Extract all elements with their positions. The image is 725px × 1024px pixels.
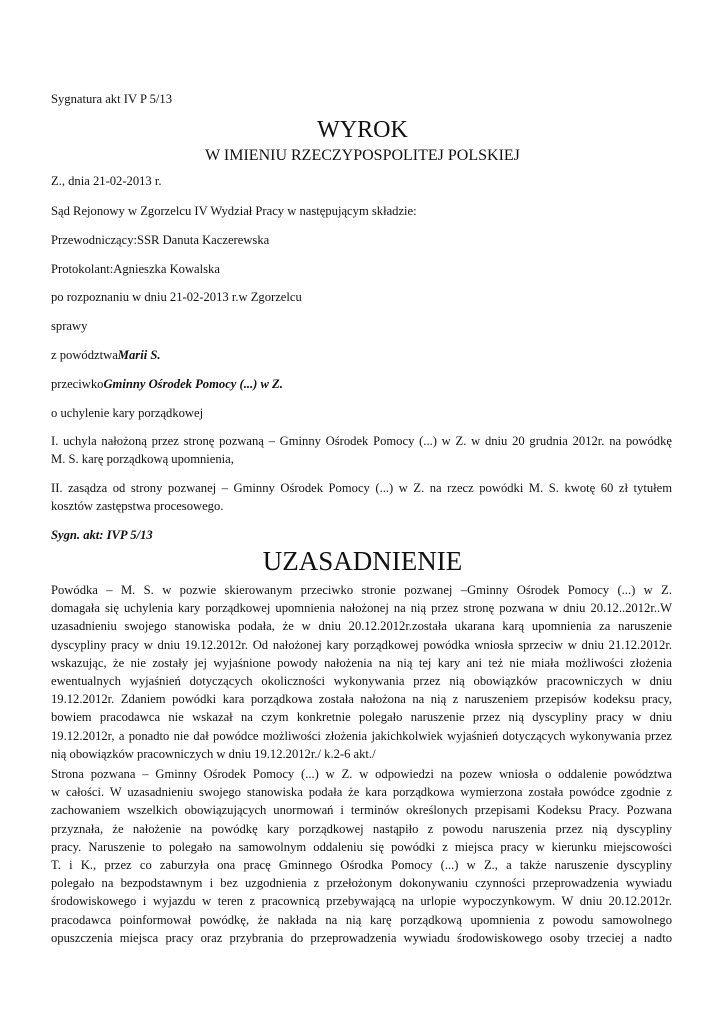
text-line: przyznała, że nałożenie na powódkę kary porządkowej nastąpiło z powodu naruszenia przez nią dyscypliny <box>51 821 672 836</box>
judgment-subtitle: W IMIENIU RZECZYPOSPOLITEJ POLSKIEJ <box>205 147 520 164</box>
text-line: ewentualnych wyjaśnień dotyczących okoliczności wykonywania przez nią obowiązków pracowniczych w dniu <box>51 674 672 689</box>
text-line: domagała się uchylenia kary porządkowej upomnienia nałożonej na nią przez stronę pozwana w dniu 20.12..2012r..W <box>51 601 672 616</box>
text-line: środowiskowego i wyjazdu w teren z pracownicą przebywającą na urlopie wypoczynkowym. W dniu 20.12.2012r. <box>51 894 672 909</box>
text-line: kosztów zastępstwa procesowego. <box>51 499 224 514</box>
text-line: polegało na bezpodstawnym i bez uzgodnienia z przełożonym dokonywaniu czynności przeprowadzenia wywiadu <box>51 876 672 891</box>
ruling-point-1 <box>51 432 672 468</box>
text-line: bowiem pracodawca nie wskazał na czym konkretnie polegało naruszenie przez nią dyscypliny pracy w dniu <box>51 710 672 725</box>
text-line: uzasadnieniu swojego stanowiska podała, że w dniu 20.12.2012r.została ukarana karą upomnienia za naruszenie <box>51 619 672 634</box>
text-line: wskazując, że nie zostały jej wyjaśnione powody nałożenia na nią tej kary ani też nie miała możliwości złożenia <box>51 655 672 670</box>
date-line: Z., dnia 21-02-2013 r. <box>51 174 162 188</box>
text-line: II. zasądza od strony pozwanej – Gminny Ośrodek Pomocy (...) w Z. na rzecz powódki M. S. kwotę 60 zł tytułem <box>51 481 672 495</box>
text-line: w całości. W uzasadnieniu swojego stanowiska podała że kara porządkowa wymierzona została powódce zgodnie z <box>51 785 672 800</box>
justification-paragraph-1 <box>51 581 672 763</box>
court-line: Sąd Rejonowy w Zgorzelcu IV Wydział Pracy w następującym składzie: <box>51 204 417 218</box>
text-line: I. uchyla nałożoną przez stronę pozwaną – Gminny Ośrodek Pomocy (...) w Z. w dniu 20 grudnia 2012r. na powódkę <box>51 434 672 448</box>
text-line: 19.12.2012r, a ponadto nie dał powódce możliwości złożenia jakichkolwiek wyjaśnień dotyczących wykonywania przez <box>51 728 672 743</box>
text-line: dyscypliny pracy w dniu 19.12.2012r. Od nałożonej kary porządkowej powódka wniosła sprzeciw w dniu 21.12.2012r. <box>51 637 672 652</box>
justification-paragraph-2 <box>51 765 672 947</box>
defendant-prefix: przeciwko <box>51 377 104 391</box>
hearing-line: po rozpoznaniu w dniu 21-02-2013 r.w Zgorzelcu <box>51 290 302 304</box>
plaintiff-name: Marii S. <box>117 348 161 362</box>
text-line: Powódka – M. S. w pozwie skierowanym przeciwko stronie pozwanej –Gminny Ośrodek Pomocy (...) w Z. <box>51 583 672 597</box>
text-line: M. S. karę porządkową upomnienia, <box>51 452 234 467</box>
text-line: pracodawca poinformował powódkę, że nakłada na nią karę porządkową upomnienia z powodu samowolnego <box>51 912 672 927</box>
text-line: Strona pozwana – Gminny Ośrodek Pomocy (...) w Z. w odpowiedzi na pozew wniosła o oddalenie powództwa <box>51 767 672 781</box>
justification-title: UZASADNIENIE <box>262 546 463 576</box>
clerk-line: Protokolant:Agnieszka Kowalska <box>51 262 220 276</box>
text-line: opuszczenia miejsca pracy oraz przybrania do przeprowadzenia wywiadu środowiskowego osoby trzeciej a nadto <box>51 930 672 945</box>
judgment-title: WYROK <box>317 117 408 143</box>
defendant-line <box>51 376 283 392</box>
case-word: sprawy <box>51 319 88 333</box>
sygn-label: Sygn. akt: IVP 5/13 <box>51 528 153 542</box>
text-line: zachowaniem wszelkich obowiązujących unormowań i terminów określonych przepisami Kodeksu Pracy. Pozwana <box>51 803 672 818</box>
text-line: 19.12.2012r. Zdaniem powódki kara porządkowa została nałożona na nią z naruszeniem przepisów kodeksu pracy, <box>51 692 672 707</box>
defendant-name: Gminny Ośrodek Pomocy (...) w Z. <box>103 377 283 391</box>
plaintiff-prefix: z powództwa <box>51 348 118 362</box>
subject-line: o uchylenie kary porządkowej <box>51 406 204 420</box>
text-line: pracy. Naruszenie to polegało na samowolnym oddaleniu się powódki z miejsca pracy w kierunku miejscowości <box>51 839 672 854</box>
ruling-point-2 <box>51 479 672 515</box>
chair-line: Przewodniczący:SSR Danuta Kaczerewska <box>51 233 270 247</box>
case-signature: Sygnatura akt IV P 5/13 <box>51 92 173 106</box>
text-line: nią obowiązków pracowniczych w dniu 19.12.2012r./ k.2-6 akt./ <box>51 746 376 761</box>
text-line: T. i K., przez co zaburzyła ona pracę Gminnego Ośrodka Pomocy (...) w Z., a także naruszenie dyscypliny <box>51 858 672 873</box>
plaintiff-line <box>51 347 161 363</box>
